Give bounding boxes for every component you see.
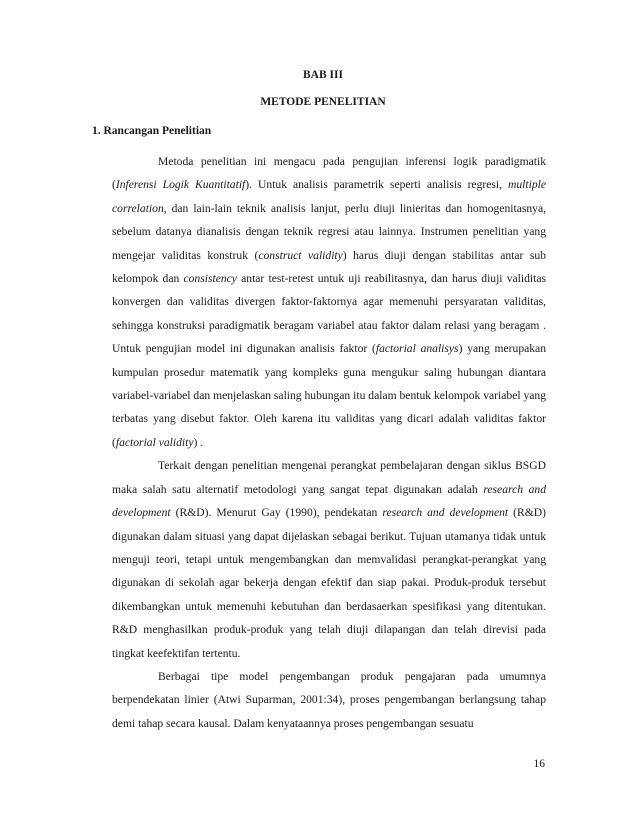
- paragraph-2: [112, 454, 546, 665]
- paragraph-1: [112, 150, 546, 454]
- paragraph-text: ) yang merupakan kumpulan prosedur matematik yang kompleks guna mengukur saling hubungan diantara variabel-variabel dan menjelaskan saling hubungan itu dalam bentuk kelompok variabel yang terbatas yang disebut faktor. Oleh karena itu validitas yang dicari adalah validitas faktor (: [112, 342, 547, 449]
- paragraph-text: antar test-retest untuk uji reabilitasnya, dan harus diuji validitas konvergen dan validitas divergen faktor-faktornya agar memenuhi persyaratan validitas, sehingga konstruksi paradigmatik beragam variabel atau faktor dalam relasi yang beragam . Untuk pengujian model ini digunakan analisis faktor (: [112, 272, 546, 356]
- italic-term: research and development: [382, 506, 509, 520]
- chapter-title: METODE PENELITIAN: [260, 96, 386, 108]
- italic-term: research and development: [112, 482, 546, 520]
- paragraph-text: , dan lain-lain teknik analisis lanjut, perlu diuji linieritas dan homogenitasnya, sebelum datanya dianalisis dengan teknik regresi atau lainnya. Instrumen penelitian yang mengejar validitas konstruk (: [112, 201, 546, 262]
- italic-term: consistency: [183, 272, 237, 286]
- paragraph-text: (R&D). Menurut Gay (1990), pendekatan: [170, 506, 383, 520]
- section-heading: 1. Rancangan Penelitian: [92, 125, 212, 137]
- paragraph-3: [112, 665, 546, 735]
- paragraph-text: (R&D) digunakan dalam situasi yang dapat dijelaskan sebagai berikut. Tujuan utamanya tidak untuk menguji teori, tetapi untuk mengembangkan dan memvalidasi perangkat-perangkat yang digunakan di sekolah agar bekerja dengan efektif dan siap pakai. Produk-produk tersebut dikembangkan untuk memenuhi kebutuhan dan berdasaerkan spesifikasi yang ditentukan. R&D menghasilkan produk-produk yang telah diuji dilapangan dan telah direvisi pada tingkat keefektifan tertentu.: [112, 506, 546, 660]
- paragraph-text: ) harus diuji dengan stabilitas antar sub kelompok dan: [112, 248, 546, 286]
- paragraph-text: Berbagai tipe model pengembangan produk pengajaran pada umumnya berpendekatan linier (Atwi Suparman, 2001:34), proses pengembangan berlangsung tahap demi tahap secara kausal. Dalam kenyataannya proses pengembangan sesuatu: [112, 669, 546, 730]
- paragraph-text: Metoda penelitian ini mengacu pada pengujian inferensi logik paradigmatik (: [112, 155, 546, 192]
- page-number: 16: [533, 758, 545, 770]
- chapter-number: BAB III: [303, 69, 343, 81]
- italic-term: Inferensi Logik Kuantitatif: [115, 178, 246, 192]
- italic-term: factorial validity: [115, 435, 194, 449]
- paragraph-text: ). Untuk analisis parametrik seperti analisis regresi,: [245, 178, 508, 192]
- body-text: [112, 150, 546, 735]
- italic-term: construct validity: [258, 248, 343, 262]
- paragraph-text: ) .: [193, 435, 204, 449]
- italic-term: factorial analisys: [375, 342, 459, 356]
- italic-term: multiple correlation: [112, 178, 546, 215]
- paragraph-text: Terkait dengan penelitian mengenai perangkat pembelajaran dengan siklus BSGD maka salah satu alternatif metodologi yang sangat tepat digunakan adalah: [112, 459, 546, 496]
